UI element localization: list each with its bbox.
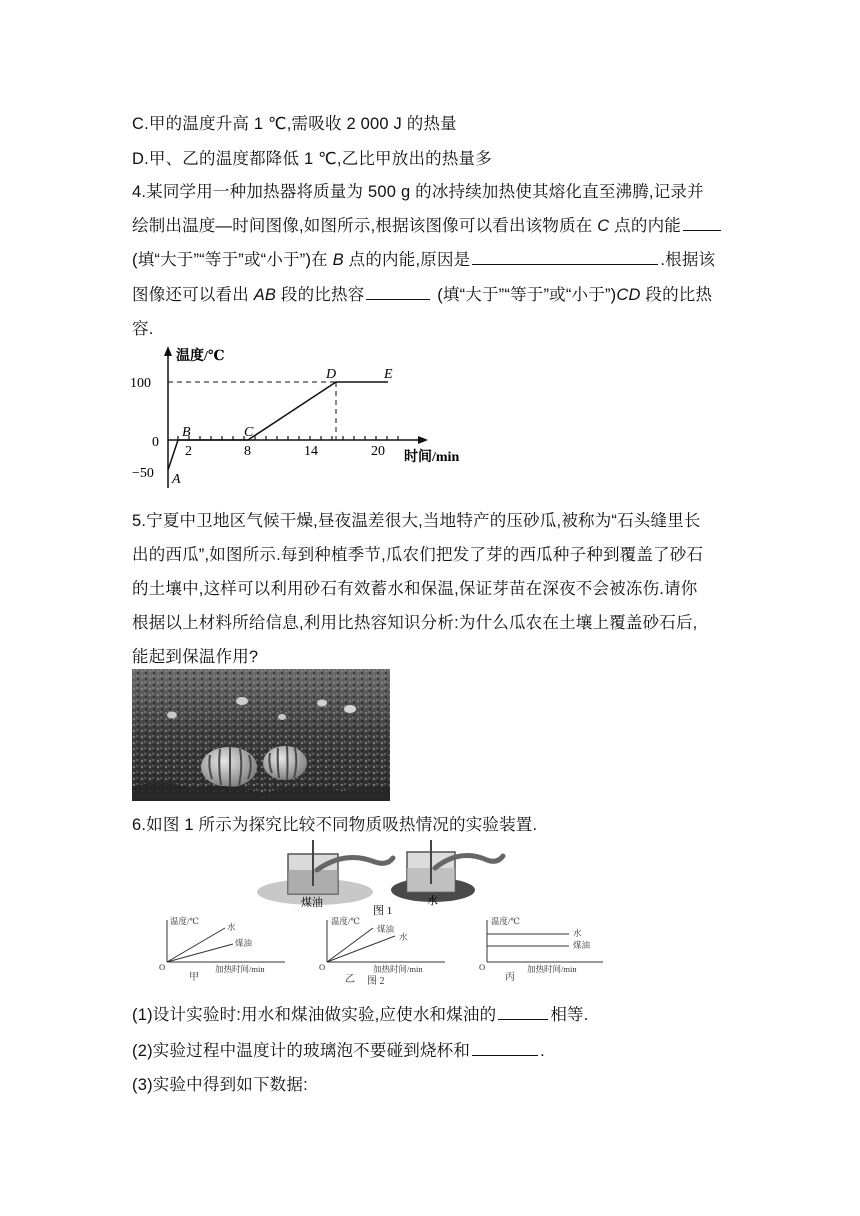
svg-text:丙: 丙 xyxy=(505,972,515,983)
svg-text:温度/℃: 温度/℃ xyxy=(331,916,360,926)
graphs-figure-2 xyxy=(155,914,605,986)
option-d: D.甲、乙的温度都降低 1 ℃,乙比甲放出的热量多 xyxy=(132,150,492,168)
panel-yi xyxy=(319,916,445,985)
q4-text: (填“大于”“等于”或“小于”)在 xyxy=(132,251,333,269)
q4-line-1: 4.某同学用一种加热器将质量为 500 g 的冰持续加热使其熔化直至沸腾,记录并 xyxy=(132,183,704,201)
q4-line-3 xyxy=(132,246,715,270)
svg-text:水: 水 xyxy=(227,922,236,932)
svg-text:煤油: 煤油 xyxy=(573,940,591,950)
answer-blank[interactable] xyxy=(472,263,658,265)
svg-text:煤油: 煤油 xyxy=(235,938,253,948)
svg-text:加热时间/min: 加热时间/min xyxy=(215,964,265,974)
answer-blank[interactable] xyxy=(472,1054,538,1056)
x-axis-arrow xyxy=(418,436,428,444)
apparatus-figure-1 xyxy=(255,840,535,916)
line-kerosene xyxy=(327,928,373,962)
q5-line-4: 根据以上材料所给信息,利用比热容知识分析:为什么瓜农在土壤上覆盖砂石后, xyxy=(132,614,698,632)
graph-x-label: 时间/min xyxy=(404,450,460,465)
line-water xyxy=(327,936,395,962)
panel-jia xyxy=(159,916,285,983)
point-c-label: C xyxy=(244,425,254,440)
q4-line-5: 容. xyxy=(132,320,154,338)
q4-text: 绘制出温度—时间图像,如图所示,根据该图像可以看出该物质在 xyxy=(132,217,598,235)
q4-point-c: C xyxy=(597,217,610,235)
y-tick-neg50: −50 xyxy=(132,466,154,481)
answer-blank[interactable] xyxy=(498,1018,548,1020)
point-e-label: E xyxy=(384,367,393,382)
q4-point-b: B xyxy=(332,251,344,269)
fig1-label-kerosene: 煤油 xyxy=(301,897,323,909)
svg-text:温度/℃: 温度/℃ xyxy=(170,916,199,926)
q6-text: 相等. xyxy=(550,1006,589,1024)
q6-text: . xyxy=(540,1042,545,1060)
point-b-label: B xyxy=(182,425,191,440)
q6-text: (1)设计实验时:用水和煤油做实验,应使水和煤油的 xyxy=(132,1006,497,1024)
q5-line-2: 出的西瓜”,如图所示.每到种植季节,瓜农们把发了芽的西瓜种子种到覆盖了砂石 xyxy=(132,546,704,564)
temperature-time-graph xyxy=(130,340,490,490)
q4-text: 段的比热容 xyxy=(276,286,365,304)
q6-line-1: 6.如图 1 所示为探究比较不同物质吸热情况的实验装置. xyxy=(132,816,538,834)
svg-text:O: O xyxy=(479,962,486,972)
svg-text:水: 水 xyxy=(399,932,408,942)
line-water xyxy=(167,928,225,962)
q4-text: 点的内能 xyxy=(609,217,681,235)
y-tick-0: 0 xyxy=(152,435,159,450)
q4-text: 点的内能,原因是 xyxy=(343,251,471,269)
q6-sub-3: (3)实验中得到如下数据: xyxy=(132,1076,308,1094)
point-a-label: A xyxy=(172,472,181,487)
x-tick-8: 8 xyxy=(244,444,251,459)
watermelon-field-photo xyxy=(132,669,390,801)
q4-text: 图像还可以看出 xyxy=(132,286,254,304)
fig1-caption: 图 1 xyxy=(373,905,393,916)
q4-line-4 xyxy=(132,281,712,305)
line-kerosene xyxy=(167,944,233,962)
svg-text:O: O xyxy=(159,962,166,972)
svg-text:加热时间/min: 加热时间/min xyxy=(527,964,577,974)
q6-sub-1 xyxy=(132,1001,589,1025)
q4-segment-cd: CD xyxy=(616,286,641,304)
q4-line-2 xyxy=(132,212,723,236)
svg-text:甲: 甲 xyxy=(189,972,199,983)
svg-text:加热时间/min: 加热时间/min xyxy=(373,964,423,974)
svg-text:乙: 乙 xyxy=(345,974,355,985)
y-tick-100: 100 xyxy=(130,376,151,391)
fig1-label-water: 水 xyxy=(427,895,438,907)
option-c: C.甲的温度升高 1 ℃,需吸收 2 000 J 的热量 xyxy=(132,115,457,133)
svg-text:O: O xyxy=(319,962,326,972)
svg-text:水: 水 xyxy=(573,928,582,938)
q5-line-1: 5.宁夏中卫地区气候干燥,昼夜温差很大,当地特产的压砂瓜,被称为“石头缝里长 xyxy=(132,512,701,530)
answer-blank[interactable] xyxy=(366,298,430,300)
q5-line-3: 的土壤中,这样可以利用砂石有效蓄水和保温,保证芽苗在深夜不会被冻伤.请你 xyxy=(132,580,698,598)
panel-bing xyxy=(479,916,603,983)
q6-sub-2 xyxy=(132,1037,545,1061)
x-tick-20: 20 xyxy=(371,444,385,459)
x-tick-14: 14 xyxy=(304,444,318,459)
y-axis-arrow xyxy=(164,346,172,356)
x-tick-2: 2 xyxy=(185,444,192,459)
svg-text:温度/℃: 温度/℃ xyxy=(491,916,520,926)
temperature-curve xyxy=(168,382,388,470)
q6-text: (2)实验过程中温度计的玻璃泡不要碰到烧杯和 xyxy=(132,1042,471,1060)
svg-text:煤油: 煤油 xyxy=(377,924,395,934)
graph-y-label: 温度/℃ xyxy=(176,349,225,364)
fig2-caption: 图 2 xyxy=(367,976,385,986)
answer-blank[interactable] xyxy=(683,229,721,231)
point-d-label: D xyxy=(326,367,337,382)
q4-segment-ab: AB xyxy=(253,286,277,304)
q4-text: 段的比热 xyxy=(640,286,713,304)
q4-text: (填“大于”“等于”或“小于”) xyxy=(432,286,617,304)
q4-text: .根据该 xyxy=(660,251,716,269)
q5-line-5: 能起到保温作用? xyxy=(132,648,259,666)
